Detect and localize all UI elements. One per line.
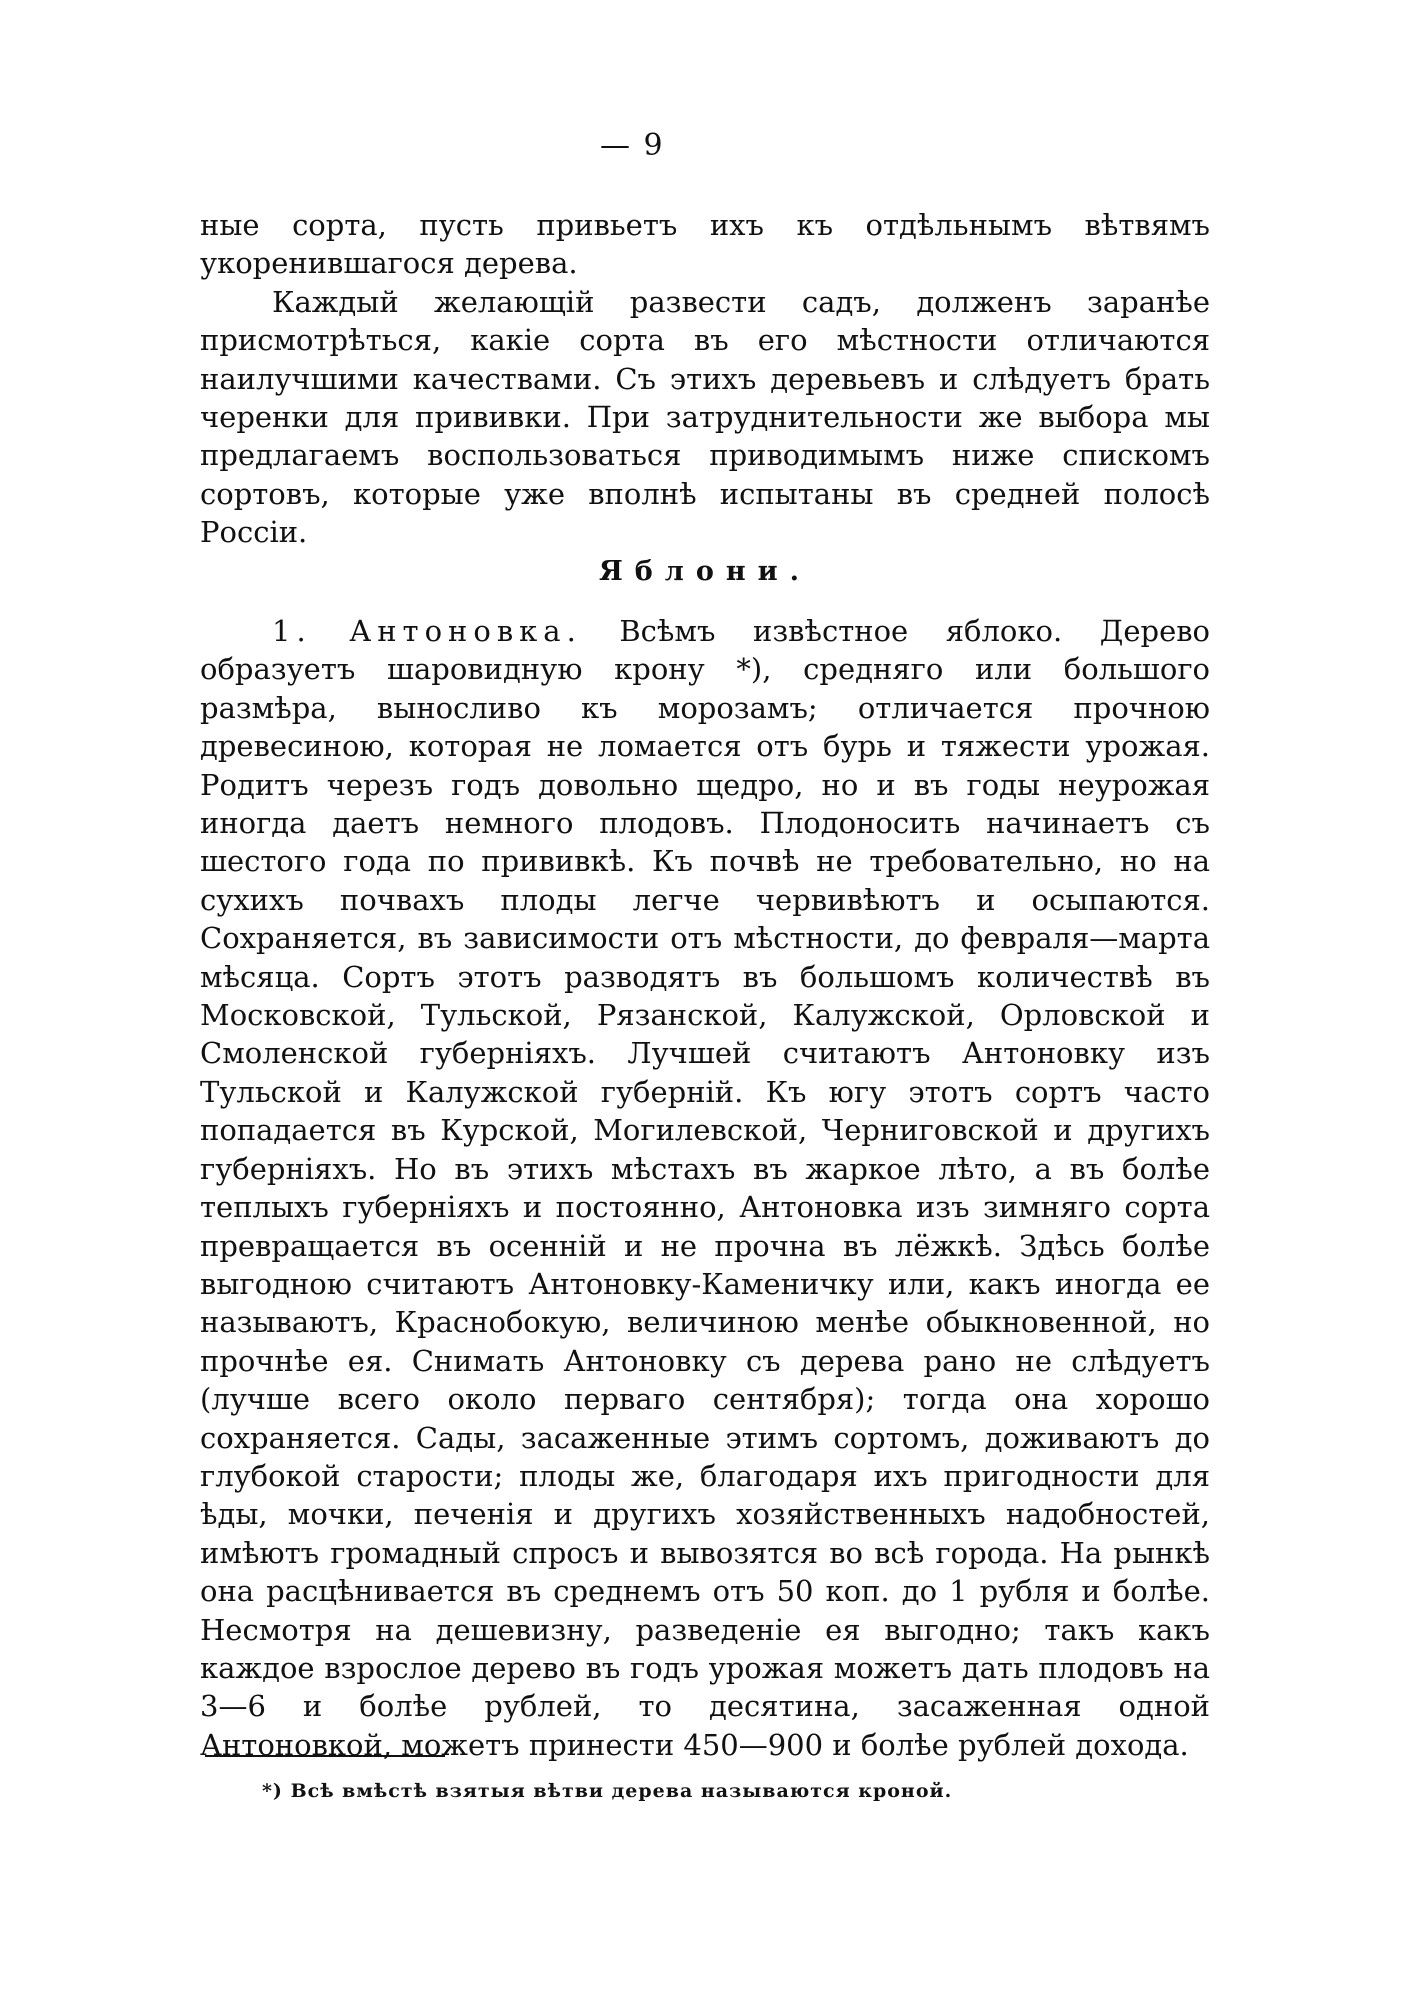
entry-title: Антоновка. [349,614,582,648]
entry-paragraph [200,612,1210,1764]
footnote-divider [205,1755,445,1757]
intro-block [200,206,1210,552]
continued-paragraph: ные сорта, пусть привьетъ ихъ къ отдѣльнымъ вѣтвямъ укоренившагося дерева. [200,208,1210,281]
intro-paragraph: Каждый желающій развести садъ, долженъ заранѣе присмотрѣться, какіе сорта въ его мѣстности отличаются наилучшими качествами. Съ этихъ деревьевъ и слѣдуетъ брать черенки для прививки. При затруднительности же выбора мы предлагаемъ воспользоваться приводимымъ ниже спискомъ сортовъ, которые уже вполнѣ испытаны въ средней полосѣ Россіи. [200,284,1210,550]
section-heading: Яблони. [598,556,812,587]
page-number: — 9 [600,128,665,163]
entry-number: 1. [272,614,312,648]
entry-text-part1: Всѣмъ извѣстное яблоко. Дерево образуетъ шаровидную крону [200,614,1211,687]
footnote [262,1780,1162,1802]
entry-antonovka [200,612,1210,1764]
footnote-text: Всѣ вмѣстѣ взятыя вѣтви дерева называются кроной. [290,1780,953,1802]
footnote-marker: *) [262,1780,283,1802]
footnote-reference: *) [736,652,763,687]
entry-text-part2: , средняго или большого размѣра, выносливо къ морозамъ; отличается прочною древесиною, которая не ломается отъ бурь и тяжести урожая. Родитъ черезъ годъ довольно щедро, но и въ годы неурожая иногда даетъ немного плодовъ. Плодоносить начинаетъ съ шестого года по прививкѣ. Къ почвѣ не требовательно, но на сухихъ почвахъ плоды легче червивѣютъ и осыпаются. Сохраняется, въ зависимости отъ мѣстности, до февраля—марта мѣсяца. Сортъ этотъ разводятъ въ большомъ количествѣ въ Московской, Тульской, Рязанской, Калужской, Орловской и Смоленской губерніяхъ. Лучшей считаютъ Антоновку изъ Тульской и Калужской губерній. Къ югу этотъ сортъ часто попадается въ Курской, Могилевской, Черниговской и другихъ губерніяхъ. Но въ этихъ мѣстахъ въ жаркое лѣто, а въ болѣе теплыхъ губерніяхъ и постоянно, Антоновка изъ зимняго сорта превращается въ осенній и не прочна въ лёжкѣ. Здѣсь болѣе выгодною считаютъ Антоновку-Каменичку или, какъ иногда ее называютъ, Краснобокую, величиною менѣе обыкновенной, но прочнѣе ея. Снимать Антоновку съ дерева рано не слѣдуетъ (лучше всего около перваго сентября); тогда она хорошо сохраняется. Сады, засаженные этимъ сортомъ, доживаютъ до глубокой старости; плоды же, благодаря ихъ пригодности для ѣды, мочки, печенія и другихъ хозяйственныхъ надобностей, имѣютъ громадный спросъ и вывозятся во всѣ города. На рынкѣ она расцѣнивается въ среднемъ отъ 50 коп. до 1 рубля и болѣе. Несмотря на дешевизну, разведеніе ея выгодно; такъ какъ каждое взрослое дерево въ годъ урожая можетъ дать плодовъ на 3—6 и болѣе рублей, то десятина, засаженная одной Антоновкой, можетъ принести 450—900 и болѣе рублей дохода. [200,652,1210,1762]
